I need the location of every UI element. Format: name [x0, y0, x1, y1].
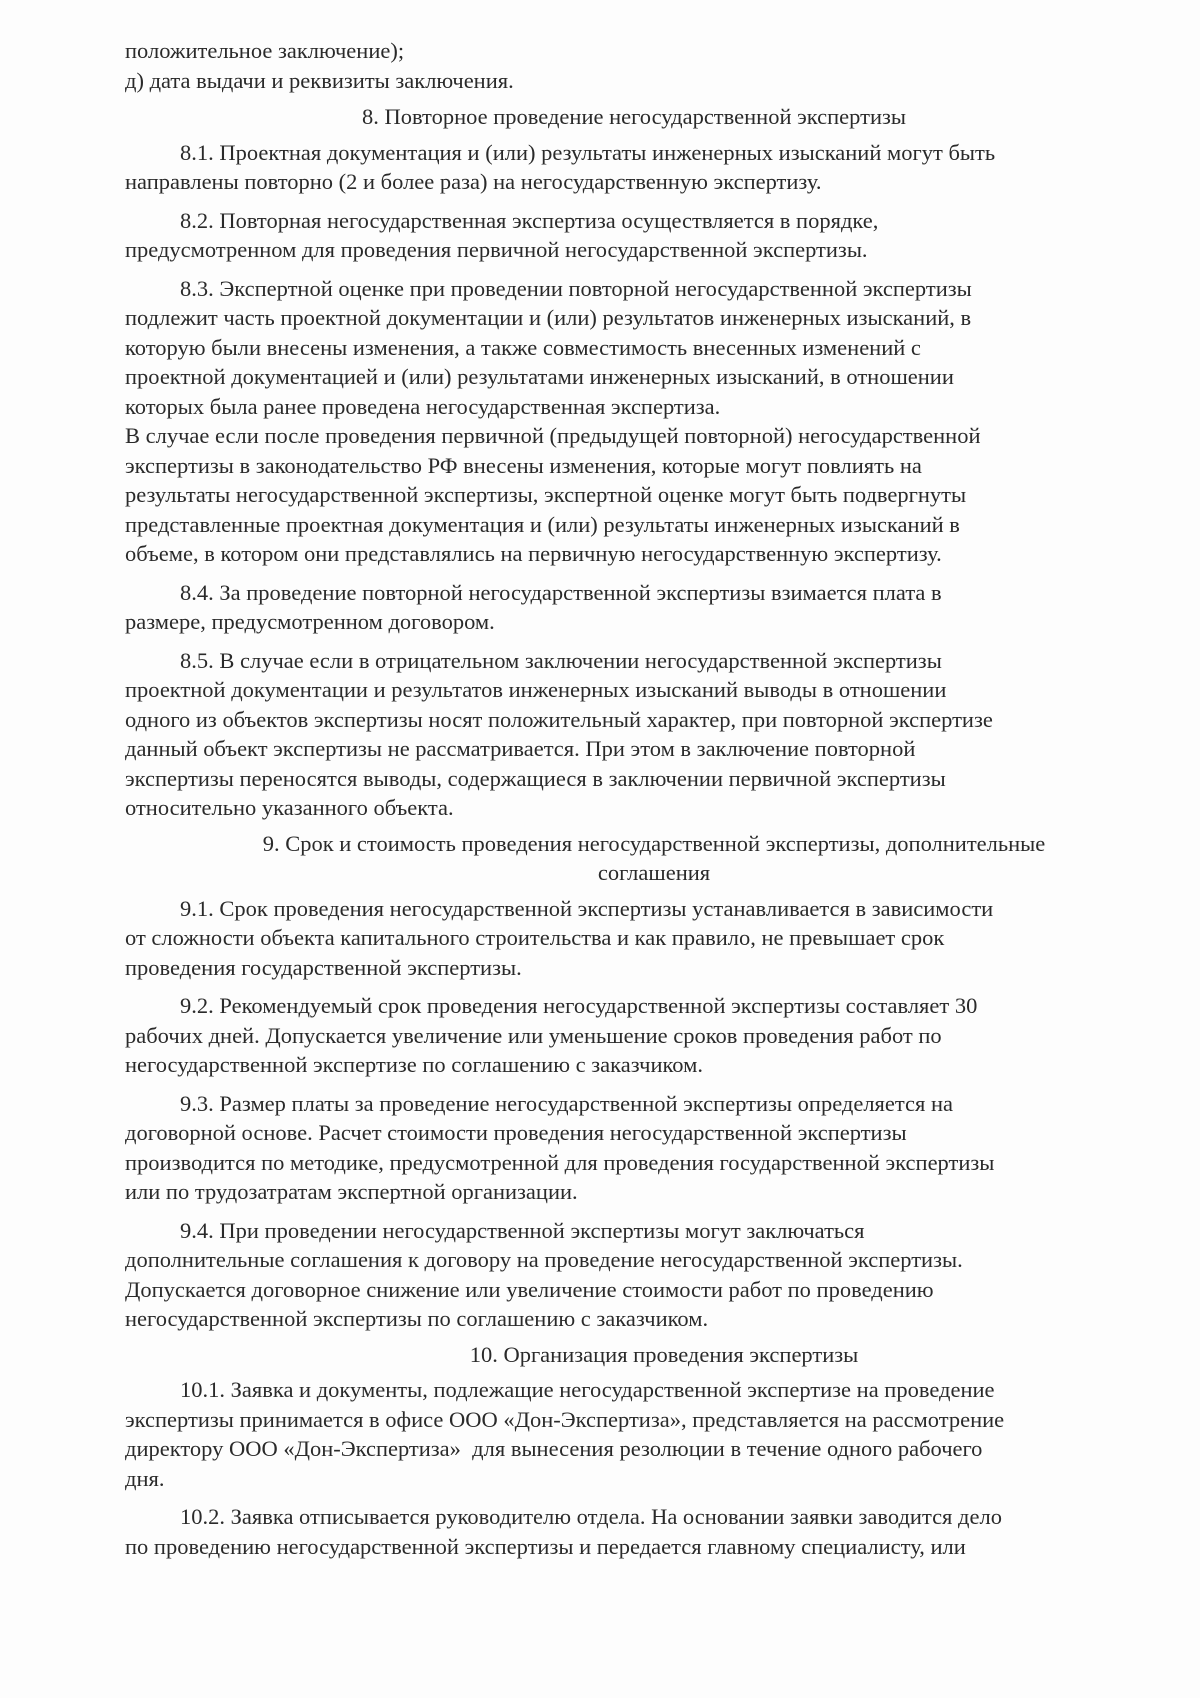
paragraph-line: результаты негосударственной экспертизы, экспертной оценке могут быть подвергнуты: [125, 482, 967, 507]
paragraph-line: экспертизы в законодательство РФ внесены изменения, которые могут повлиять на: [125, 452, 922, 478]
paragraph-8-2: [125, 206, 1143, 265]
section-9-title: соглашения: [597, 860, 711, 885]
paragraph-line: 9.4. При проведении негосударственной экспертизы могут заключаться: [180, 1217, 865, 1243]
paragraph-line: размере, предусмотренном договором.: [125, 609, 495, 634]
paragraph-line: проектной документации и результатов инженерных изысканий выводы в отношении: [125, 677, 947, 702]
paragraph-line: экспертизы переносятся выводы, содержащиеся в заключении первичной экспертизы: [125, 765, 946, 791]
paragraph-line: дня.: [125, 1465, 165, 1491]
paragraph-line: по проведению негосударственной экспертизы и передается главному специалисту, или: [125, 1533, 966, 1559]
paragraph-line: относительно указанного объекта.: [125, 795, 454, 820]
paragraph-line: направлены повторно (2 и более раза) на негосударственную экспертизу.: [125, 169, 822, 194]
paragraph-line: 8.5. В случае если в отрицательном заключении негосударственной экспертизы: [180, 647, 942, 673]
paragraph-line: Допускается договорное снижение или увеличение стоимости работ по проведению: [125, 1276, 934, 1302]
section-10: [125, 1340, 1143, 1562]
paragraph-line: предусмотренном для проведения первичной негосударственной экспертизы.: [125, 237, 868, 262]
paragraph-line: 8.4. За проведение повторной негосударственной экспертизы взимается плата в: [180, 579, 942, 605]
paragraph-10-1: [125, 1375, 1143, 1493]
paragraph-10-2: [125, 1502, 1143, 1561]
paragraph-line: 10.2. Заявка отписывается руководителю отдела. На основании заявки заводится дело: [180, 1504, 1002, 1529]
paragraph-line: директору ООО «Дон-Экспертиза» для вынесения резолюции в течение одного рабочего: [125, 1436, 983, 1461]
paragraph-line: 8.2. Повторная негосударственная экспертиза осуществляется в порядке,: [180, 207, 879, 233]
section-9-title: 9. Срок и стоимость проведения негосударственной экспертизы, дополнительные: [262, 830, 1046, 856]
paragraph-line: рабочих дней. Допускается увеличение или уменьшение сроков проведения работ по: [125, 1022, 942, 1048]
paragraph-line: 9.2. Рекомендуемый срок проведения негосударственной экспертизы составляет 30: [180, 993, 978, 1018]
section-8-title: 8. Повторное проведение негосударственной экспертизы: [361, 104, 906, 129]
intro-block: [125, 36, 1143, 95]
paragraph-line: производится по методике, предусмотренной для проведения государственной экспертизы: [125, 1149, 995, 1175]
paragraph-line: данный объект экспертизы не рассматривается. При этом в заключение повторной: [125, 736, 916, 761]
paragraph-line: проектной документацией и (или) результатами инженерных изысканий, в отношении: [125, 364, 954, 389]
paragraph-line: экспертизы принимается в офисе ООО «Дон-Экспертиза», представляется на рассмотрение: [125, 1406, 1005, 1432]
paragraph-line: 9.3. Размер платы за проведение негосударственной экспертизы определяется на: [180, 1090, 953, 1116]
paragraph-8-1: [125, 138, 1143, 197]
paragraph-9-4: [125, 1216, 1143, 1334]
paragraph-line: дополнительные соглашения к договору на проведение негосударственной экспертизы.: [125, 1247, 963, 1272]
paragraph-8-4: [125, 578, 1143, 637]
document-body: [125, 36, 1143, 1561]
paragraph-line: негосударственной экспертизе по соглашению с заказчиком.: [125, 1052, 703, 1077]
paragraph-9-2: [125, 991, 1143, 1080]
paragraph-line: одного из объектов экспертизы носят положительный характер, при повторной экспертизе: [125, 706, 993, 732]
paragraph-line: подлежит часть проектной документации и (или) результатов инженерных изысканий, в: [125, 305, 972, 330]
paragraph-9-3: [125, 1089, 1143, 1207]
paragraph-line: представленные проектная документация и (или) результаты инженерных изысканий в: [125, 511, 960, 537]
paragraph-9-1: [125, 894, 1143, 983]
paragraph-line: 10.1. Заявка и документы, подлежащие негосударственной экспертизе на проведение: [180, 1377, 995, 1402]
paragraph-line: которую были внесены изменения, а также совместимость внесенных изменений с: [125, 334, 921, 360]
paragraph-8-3: [125, 274, 1143, 569]
paragraph-line: негосударственной экспертизы по соглашению с заказчиком.: [125, 1306, 709, 1331]
section-9: [125, 829, 1143, 1334]
paragraph-line: объеме, в котором они представлялись на первичную негосударственную экспертизу.: [125, 541, 942, 566]
intro-line: д) дата выдачи и реквизиты заключения.: [125, 67, 514, 93]
paragraph-line: или по трудозатратам экспертной организации.: [125, 1179, 578, 1204]
section-10-title: 10. Организация проведения экспертизы: [469, 1341, 859, 1367]
paragraph-line: 8.1. Проектная документация и (или) результаты инженерных изысканий могут быть: [180, 139, 996, 165]
paragraph-line: от сложности объекта капитального строительства и как правило, не превышает срок: [125, 925, 945, 950]
paragraph-8-5: [125, 646, 1143, 823]
paragraph-line: проведения государственной экспертизы.: [125, 954, 522, 980]
paragraph-line: 8.3. Экспертной оценке при проведении повторной негосударственной экспертизы: [180, 275, 972, 301]
section-8: [125, 102, 1143, 823]
paragraph-line: 9.1. Срок проведения негосударственной экспертизы устанавливается в зависимости: [180, 895, 994, 921]
intro-line: положительное заключение);: [125, 38, 405, 63]
paragraph-line: которых была ранее проведена негосударственная экспертиза.: [125, 393, 721, 419]
paragraph-line: договорной основе. Расчет стоимости проведения негосударственной экспертизы: [125, 1120, 907, 1145]
paragraph-line: В случае если после проведения первичной (предыдущей повторной) негосударственной: [125, 423, 981, 448]
